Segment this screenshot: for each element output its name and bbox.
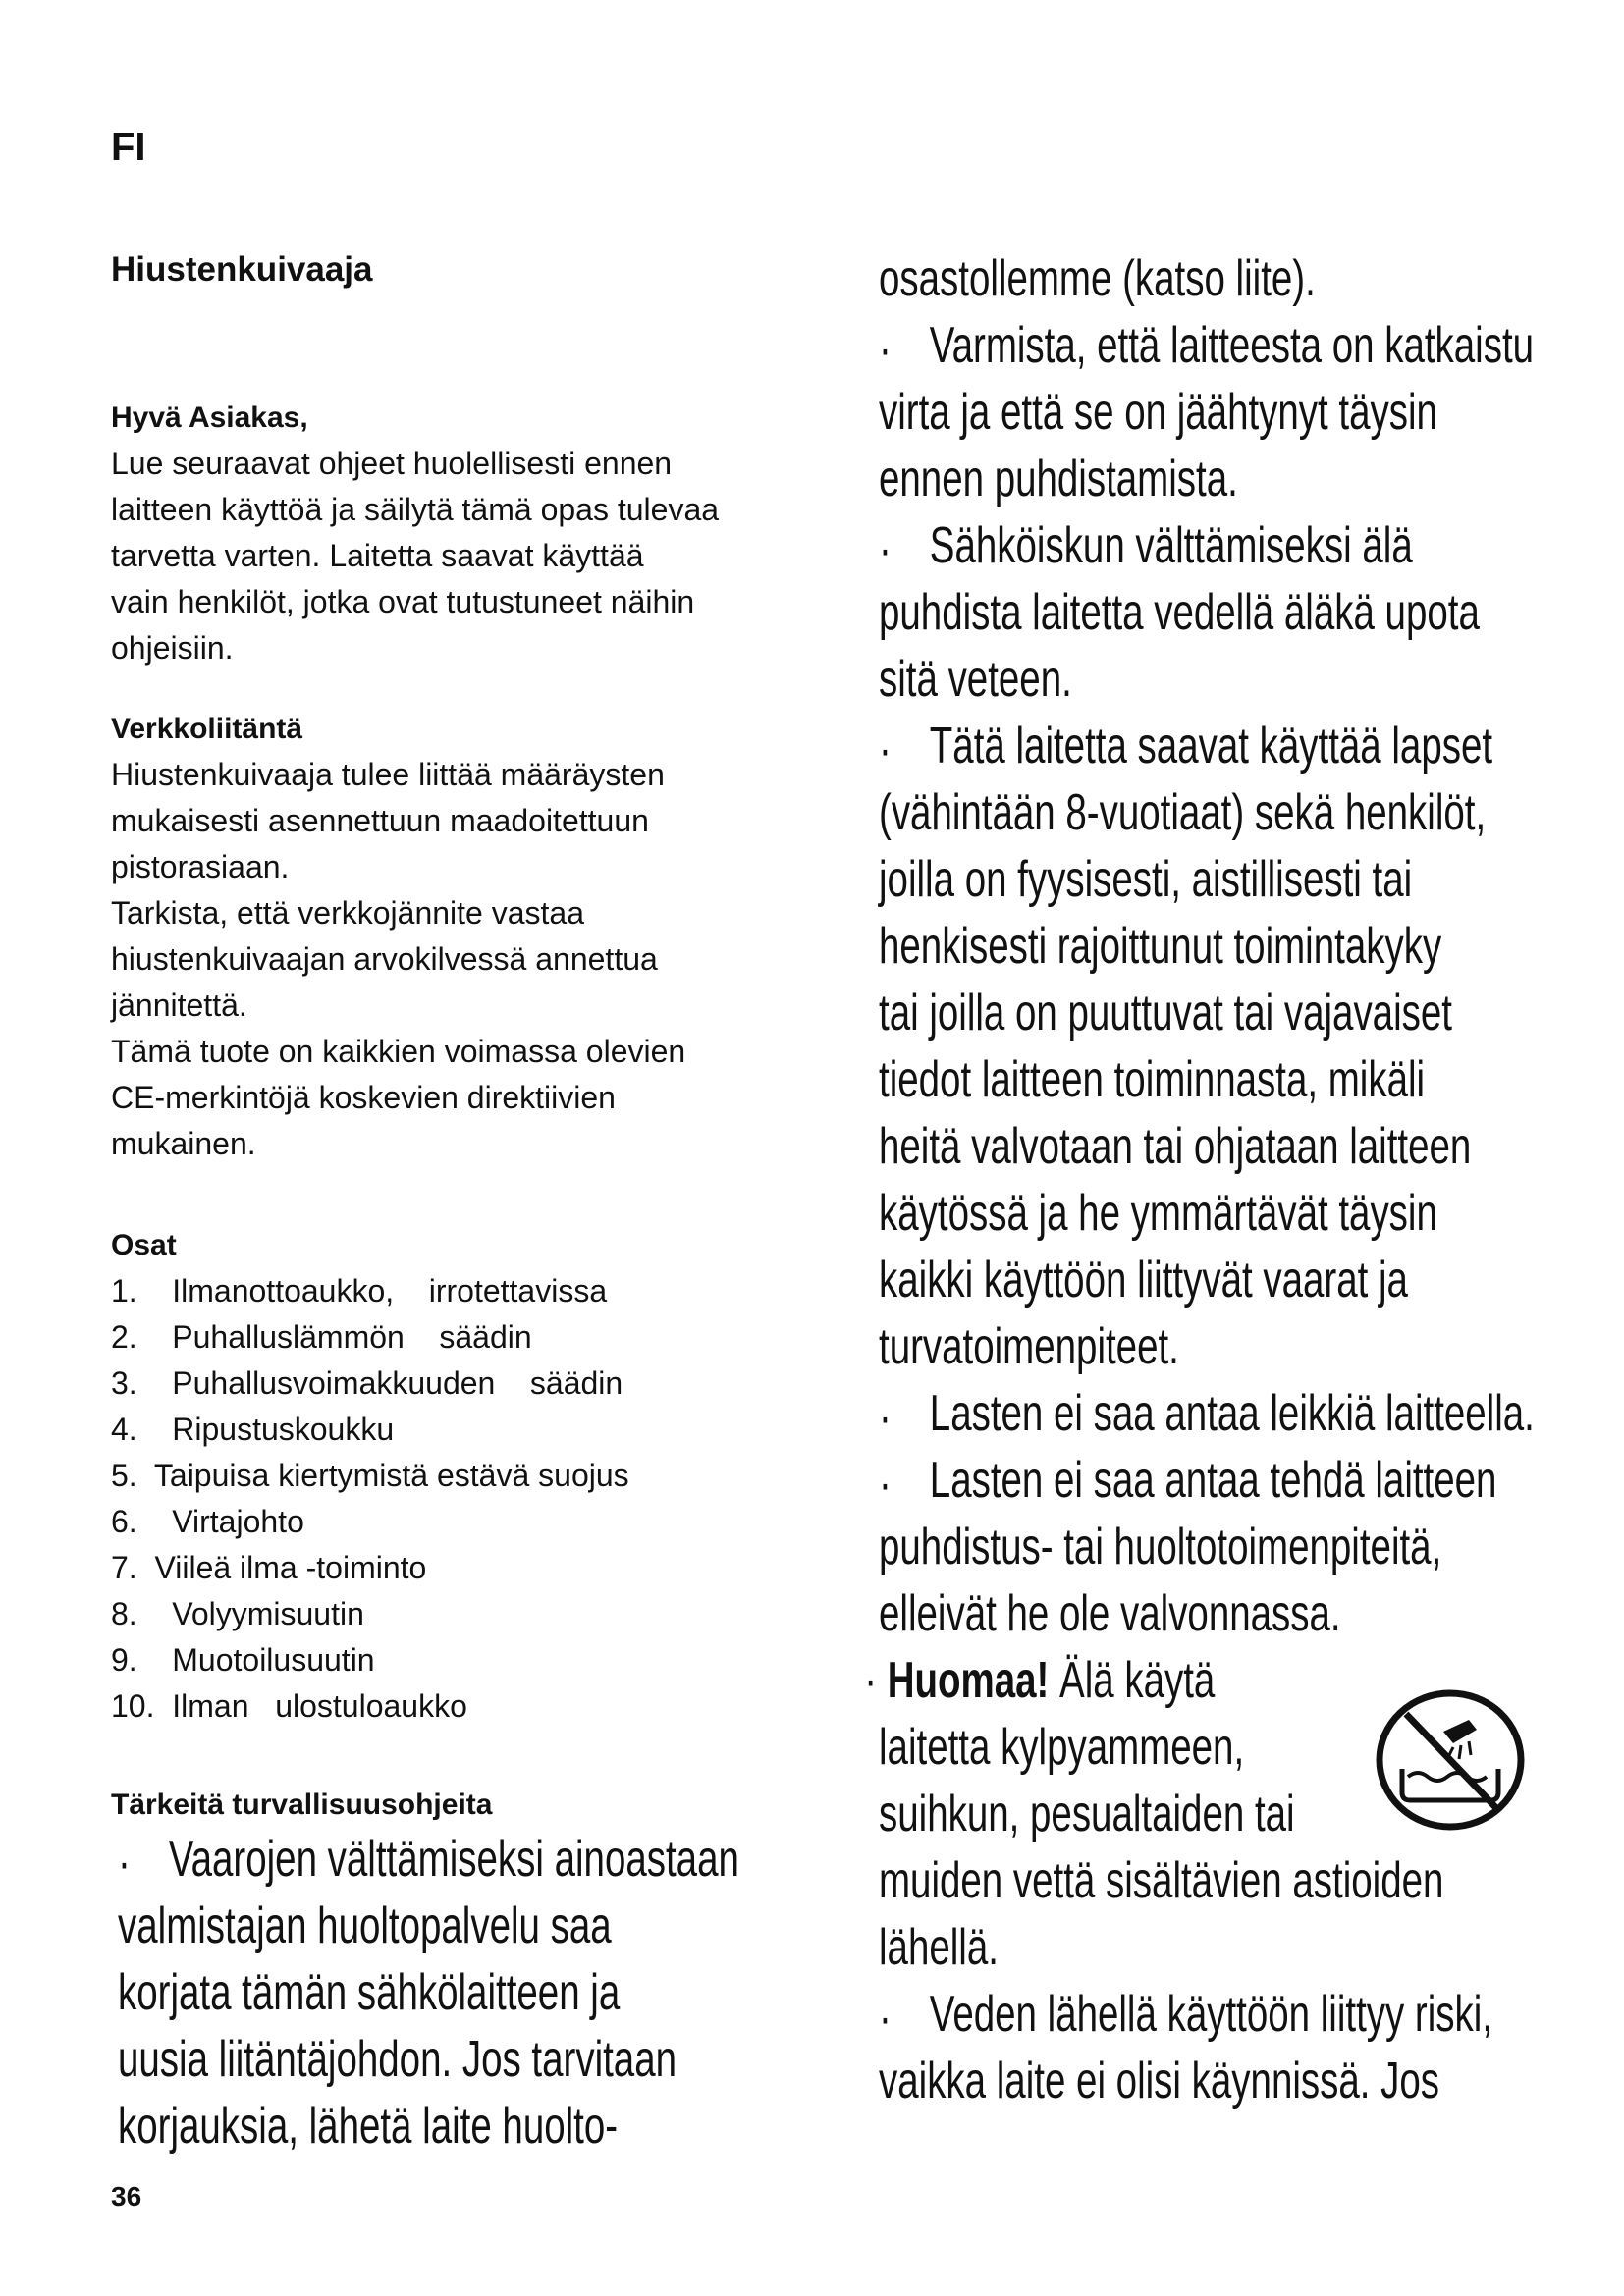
text-line: elleivät he ole valvonnassa. [879, 1585, 1341, 1642]
safety-bullet [879, 312, 1605, 379]
bullet-icon: · [879, 1389, 892, 1446]
bullet-text: Älä käytä [1049, 1652, 1216, 1709]
bullet-icon: · [864, 1652, 878, 1709]
list-item: 7. Viileä ilma -toiminto [111, 1550, 427, 1585]
no-water-bath-icon [1375, 1686, 1527, 1834]
text-line: (vähintään 8-vuotiaat) sekä henkilöt, [879, 784, 1487, 841]
text-line: korjauksia, lähetä laite huolto- [118, 2098, 619, 2155]
bullet-icon: · [879, 321, 892, 378]
text-line: laitetta kylpyammeen, [879, 1719, 1245, 1776]
bullet-text: Lasten ei saa antaa tehdä laitteen [929, 1452, 1497, 1509]
greeting-heading: Hyvä Asiakas, [111, 401, 308, 434]
bullet-icon: · [118, 1835, 131, 1892]
list-item: 10. Ilman ulostuloaukko [111, 1688, 467, 1724]
text-line: puhdista laitetta vedellä äläkä upota [879, 584, 1480, 641]
bullet-icon: · [879, 1456, 892, 1513]
text-line: muiden vettä sisältävien astioiden [879, 1852, 1444, 1909]
list-item: 8. Volyymisuutin [111, 1596, 364, 1631]
safety-bullet [879, 1447, 1605, 1514]
text-line: Lue seuraavat ohjeet huolellisesti ennen [111, 446, 673, 481]
greeting-text [111, 441, 818, 671]
text-line: Tämä tuote on kaikkien voimassa olevien [111, 1034, 686, 1069]
parts-list [111, 1268, 818, 1730]
safety-bullet [879, 1981, 1605, 2048]
network-text [111, 752, 818, 1167]
text-line: vaikka laite ei olisi käynnissä. Jos [879, 2053, 1440, 2109]
text-line: kaikki käyttöön liittyvät vaarat ja [879, 1252, 1408, 1308]
text-line: suihkun, pesualtaiden tai [879, 1786, 1295, 1842]
list-item: 4. Ripustuskoukku [111, 1412, 395, 1447]
safety-heading: Tärkeitä turvallisuusohjeita [111, 1789, 493, 1821]
text-line: valmistajan huoltopalvelu saa [118, 1897, 612, 1954]
left-column [111, 250, 818, 1828]
safety-bullet [879, 713, 1605, 779]
list-item: 1. Ilmanottoaukko, irrotettavissa [111, 1273, 608, 1308]
network-heading: Verkkoliitäntä [111, 713, 303, 745]
bullet-text: Tätä laitetta saavat käyttää lapset [929, 718, 1493, 774]
bullet-icon: · [879, 521, 892, 578]
safety-bullet [879, 512, 1605, 579]
list-item: 2. Puhalluslämmön säädin [111, 1319, 532, 1355]
text-line: ennen puhdistamista. [879, 451, 1238, 507]
text-line: mukainen. [111, 1126, 256, 1161]
text-line: pistorasiaan. [111, 849, 290, 884]
text-line: osastollemme (katso liite). [879, 250, 1316, 307]
text-line: laitteen käyttöä ja säilytä tämä opas tulevaa [111, 492, 720, 527]
text-line: lähellä. [879, 1919, 999, 1976]
safety-bullet [879, 1380, 1605, 1447]
text-line: virta ja että se on jäähtynyt täysin [879, 384, 1437, 441]
text-line: heitä valvotaan tai ohjataan laitteen [879, 1118, 1472, 1175]
warning-label: Huomaa! [887, 1652, 1050, 1709]
text-line: jännitettä. [111, 988, 247, 1023]
safety-bullet-repair [118, 1826, 844, 2160]
text-line: ohjeisiin. [111, 630, 234, 666]
safety-right-column [864, 245, 1624, 2114]
text-line: uusia liitäntäjohdon. Jos tarvitaan [118, 2031, 677, 2088]
text-line: henkisesti rajoittunut toimintakyky [879, 918, 1442, 975]
text-line: tarvetta varten. Laitetta saavat käyttää [111, 538, 644, 573]
text-line: turvatoimenpiteet. [879, 1318, 1179, 1375]
language-code: FI [111, 126, 146, 169]
text-line: hiustenkuivaajan arvokilvessä annettua [111, 941, 658, 977]
bullet-icon: · [879, 721, 892, 778]
text-line: CE-merkintöjä koskevien direktiivien [111, 1080, 616, 1115]
safety-text [864, 245, 1605, 2114]
text-line: Tarkista, että verkkojännite vastaa [111, 895, 585, 931]
list-item: 6. Virtajohto [111, 1504, 304, 1539]
text-line: tai joilla on puuttuvat tai vajavaiset [879, 985, 1452, 1041]
bullet-text: Lasten ei saa antaa leikkiä laitteella. [929, 1385, 1535, 1442]
bullet-text: Sähköiskun välttämiseksi älä [929, 517, 1413, 574]
list-item: 3. Puhallusvoimakkuuden säädin [111, 1365, 623, 1401]
bullet-text: Varmista, että laitteesta on katkaistu [929, 317, 1535, 374]
list-item: 5. Taipuisa kiertymistä estävä suojus [111, 1458, 629, 1493]
text-line: mukaisesti asennettuun maadoitettuun [111, 803, 649, 838]
page-title: Hiustenkuivaaja [111, 250, 373, 289]
text-line: sitä veteen. [879, 651, 1072, 708]
parts-heading: Osat [111, 1229, 177, 1261]
text-line: käytössä ja he ymmärtävät täysin [879, 1185, 1437, 1242]
list-item: 9. Muotoilusuutin [111, 1642, 375, 1678]
text-line: Hiustenkuivaaja tulee liittää määräysten [111, 757, 665, 792]
text-line: vain henkilöt, jotka ovat tutustuneet näihin [111, 584, 695, 619]
bullet-text: Vaarojen välttämiseksi ainoastaan [168, 1831, 739, 1888]
text-line: puhdistus- tai huoltotoimenpiteitä, [879, 1519, 1442, 1575]
text-line: korjata tämän sähkölaitteen ja [118, 1964, 621, 2021]
page-number: 36 [111, 2181, 142, 2212]
bullet-text: Veden lähellä käyttöön liittyy riski, [929, 1986, 1493, 2043]
text-line: joilla on fyysisesti, aistillisesti tai [879, 851, 1413, 908]
text-line: tiedot laitteen toiminnasta, mikäli [879, 1051, 1426, 1108]
bullet-icon: · [879, 1990, 892, 2047]
